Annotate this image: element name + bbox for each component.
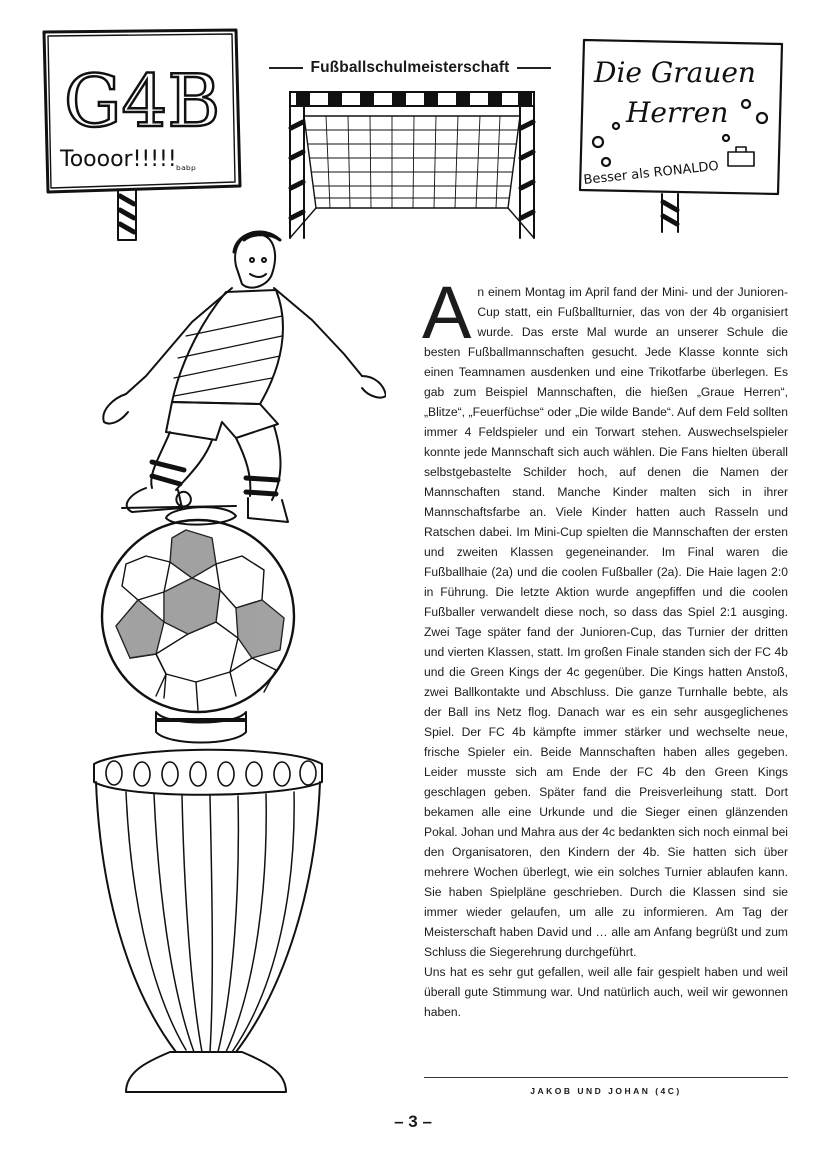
header-rule-right [517, 67, 551, 68]
fan-sign-right-drawing [576, 34, 790, 234]
player-trophy-drawing [86, 226, 386, 1106]
article-paragraph-2: Uns hat es sehr gut gefallen, weil alle fair gespielt haben und weil überall gute Stimmung war. Und natürlich auch, weil wir gewonnen haben. [424, 965, 788, 1019]
sign-left-scribble: ᵇᵃᵇᵖ [176, 163, 197, 177]
header-rule-left [269, 67, 303, 68]
page-number: – 3 – [394, 1112, 432, 1131]
fan-sign-left-drawing [36, 26, 246, 246]
byline-rule [424, 1077, 788, 1078]
sign-right-line3: Besser als RONALDO [582, 158, 720, 188]
byline: JAKOB UND JOHAN (4C) [530, 1086, 682, 1096]
article-body [422, 271, 788, 1022]
sign-right-line2: Herren [626, 96, 729, 129]
article-paragraph-1: n einem Montag im April fand der Mini- und der Junioren-Cup statt, ein Fußballturnier, das von der 4b organisiert wurde. Das erste Mal wurde an unserer Schule die besten Fußballmannschaften gesucht. Jede Klasse konnte sich einen Teamnamen ausdenken und eine Trikotfarbe überlegen. Es gab zum Beispiel Mannschaften, die hießen „Graue Herren“, „Blitze“, „Feuerfüchse“ oder „Die wilde Bande“. Auf dem Feld sollten immer 4 Feldspieler und ein Torwart stehen. Auswechselspieler konnte jede Mannschaft sich auch wählen. Die Fans hielten überall selbstgebastelte Schilder hoch, auf denen die Namen der Mannschaften stand. Manche Kinder malten sich in ihrer Mannschaftsfarbe an. Viele Kinder hatten auch Rasseln und Ratschen dabei. Im Mini-Cup spielten die Mannschaften der ersten und zweiten Klassen gegeneinander. Im Final waren die Fußballhaie (2a) und die coolen Fußballer (2a). Die Haie lagen 2:0 in Führung. Die letzte Aktion wurde angepfiffen und die coolen Fußballer verwandelt diese noch, so dass das Spiel 2:1 ausging. Zwei Tage später fand der Junioren-Cup, das Turnier der dritten und vierten Klassen, statt. Im großen Finale standen sich der FC 4b und die Green Kings der 4c gegenüber. Die Kings hatten Anstoß, zwei Ballkontakte und Abschluss. Die ganze Turnhalle bebte, als der Ball ins Netz flog. Danach war es ein sehr ausgeglichenes Spiel. Der FC 4b kämpfte immer stärker und wechselte neue, frische Spieler ein. Beide Mannschaften haben alles gegeben. Leider musste sich am Ende der FC 4b den Green Kings geschlagen geben. Später fand die Preisverleihung statt. Dort bekamen alle eine Urkunde und die Sieger einen glänzenden Pokal. Johan und Mahra aus der 4c bedankten sich noch einmal bei den Organisatoren, den Kindern der 4b. Sie hatten sich über mehrere Wochen überlegt, wie ein solches Turnier ablaufen kann. Sie haben Spielpläne geschrieben. Durch die Klassen sind sie immer wieder gelaufen, um alle zu informieren. Am Tag der Meisterschaft haben David und … alle am Anfang begrüßt und zum Schluss die Siegerehrung durchgeführt. [424, 285, 788, 959]
article-dropcap: A [422, 271, 472, 354]
sign-right-line1: Die Grauen [594, 56, 756, 89]
section-header [252, 56, 568, 80]
sign-left-big-letters: G4B [64, 59, 221, 143]
sign-left-small-text: Toooor!!!!! [60, 147, 177, 172]
section-title: Fußballschulmeisterschaft [310, 59, 510, 76]
